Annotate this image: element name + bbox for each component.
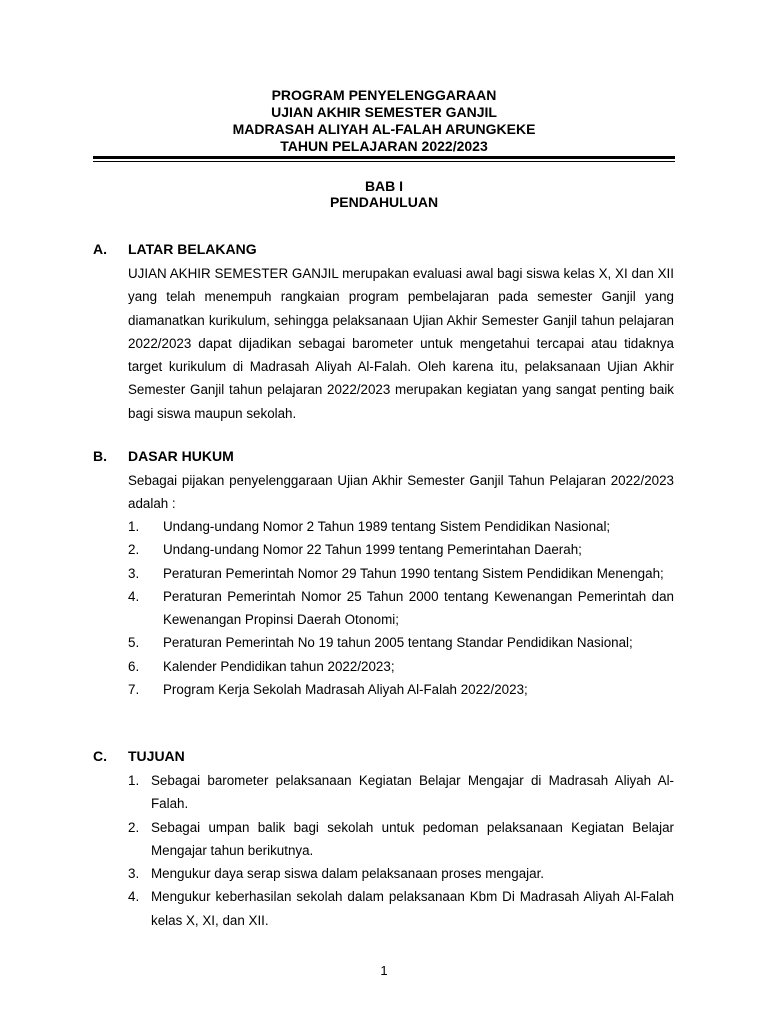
list-item-number: 4. xyxy=(128,889,140,905)
section-a-paragraph: UJIAN AKHIR SEMESTER GANJIL merupakan evaluasi awal bagi siswa kelas X, XI dan XII yang telah menempuh rangkaian program pembelajaran pada semester Ganjil yang diamanatkan kurikulum, sehingga pelaksanaan Ujian Akhir Semester Ganjil tahun pelajaran 2022/2023 dapat dijadikan sebagai barometer untuk mengetahui tercapai atau tidaknya target kurikulum di Madrasah Aliyah Al-Falah. Oleh karena itu, pelaksanaan Ujian Akhir Semester Ganjil tahun pelajaran 2022/2023 merupakan kegiatan yang sangat penting baik bagi siswa maupun sekolah. xyxy=(128,266,674,421)
list-item-text: Undang-undang Nomor 22 Tahun 1999 tentang Pemerintahan Daerah; xyxy=(163,542,582,558)
list-item-text: Peraturan Pemerintah Nomor 25 Tahun 2000 tentang Kewenangan Pemerintah dan Kewenangan Propinsi Daerah Otonomi; xyxy=(163,588,674,628)
list-item-text: Kalender Pendidikan tahun 2022/2023; xyxy=(163,658,395,674)
list-item xyxy=(128,585,674,632)
list-item xyxy=(128,562,674,585)
page-number: 1 xyxy=(380,963,388,978)
list-item-text: Peraturan Pemerintah No 19 tahun 2005 tentang Standar Pendidikan Nasional; xyxy=(163,635,633,651)
list-item-number: 7. xyxy=(128,682,140,698)
header-line-3: MADRASAH ALIYAH AL-FALAH ARUNGKEKE xyxy=(232,121,536,137)
list-item-number: 6. xyxy=(128,658,140,674)
objectives-list xyxy=(128,769,674,932)
header-line-2: UJIAN AKHIR SEMESTER GANJIL xyxy=(271,104,497,120)
section-title: LATAR BELAKANG xyxy=(128,241,257,257)
chapter-title: PENDAHULUAN xyxy=(329,194,439,210)
list-item-number: 3. xyxy=(128,565,140,581)
section-title: TUJUAN xyxy=(128,748,185,764)
list-item-text: Program Kerja Sekolah Madrasah Aliyah Al-Falah 2022/2023; xyxy=(163,682,528,698)
list-item-number: 1. xyxy=(128,519,140,534)
list-item xyxy=(128,655,674,678)
list-item xyxy=(128,631,674,654)
list-item-number: 2. xyxy=(128,819,140,835)
list-item xyxy=(128,816,674,863)
list-item-number: 3. xyxy=(128,866,140,882)
section-letter: C. xyxy=(93,748,107,764)
document-header xyxy=(0,87,768,155)
list-item xyxy=(128,538,674,561)
list-item xyxy=(128,769,674,816)
list-item-text: Undang-undang Nomor 2 Tahun 1989 tentang Sistem Pendidikan Nasional; xyxy=(163,519,611,534)
list-item-text: Mengukur keberhasilan sekolah dalam pelaksanaan Kbm Di Madrasah Aliyah Al-Falah kelas X, XI, dan XII. xyxy=(151,889,674,928)
section-b-paragraph: Sebagai pijakan penyelenggaraan Ujian Akhir Semester Ganjil Tahun Pelajaran 2022/2023 adalah : xyxy=(128,473,674,512)
section-title: DASAR HUKUM xyxy=(128,448,234,464)
list-item-number: 1. xyxy=(128,773,140,788)
header-divider-thick xyxy=(93,156,675,159)
chapter-heading xyxy=(0,178,768,210)
section-letter: B. xyxy=(93,448,107,464)
list-item-number: 5. xyxy=(128,635,140,651)
chapter-number: BAB I xyxy=(364,178,404,194)
list-item-number: 4. xyxy=(128,588,140,604)
header-divider-thin xyxy=(93,161,675,162)
header-line-1: PROGRAM PENYELENGGARAAN xyxy=(271,87,497,103)
header-line-4: TAHUN PELAJARAN 2022/2023 xyxy=(280,138,488,154)
list-item-text: Peraturan Pemerintah Nomor 29 Tahun 1990 tentang Sistem Pendidikan Menengah; xyxy=(163,565,664,581)
section-letter: A. xyxy=(93,241,107,257)
list-item xyxy=(128,862,674,885)
legal-basis-list xyxy=(128,515,674,701)
list-item-text: Mengukur daya serap siswa dalam pelaksanaan proses mengajar. xyxy=(151,866,545,882)
list-item xyxy=(128,885,674,932)
list-item-text: Sebagai barometer pelaksanaan Kegiatan Belajar Mengajar di Madrasah Aliyah Al-Falah. xyxy=(151,773,674,812)
list-item-number: 2. xyxy=(128,542,140,558)
list-item xyxy=(128,678,674,701)
list-item xyxy=(128,515,674,538)
list-item-text: Sebagai umpan balik bagi sekolah untuk pedoman pelaksanaan Kegiatan Belajar Mengajar tahun berikutnya. xyxy=(151,819,674,858)
